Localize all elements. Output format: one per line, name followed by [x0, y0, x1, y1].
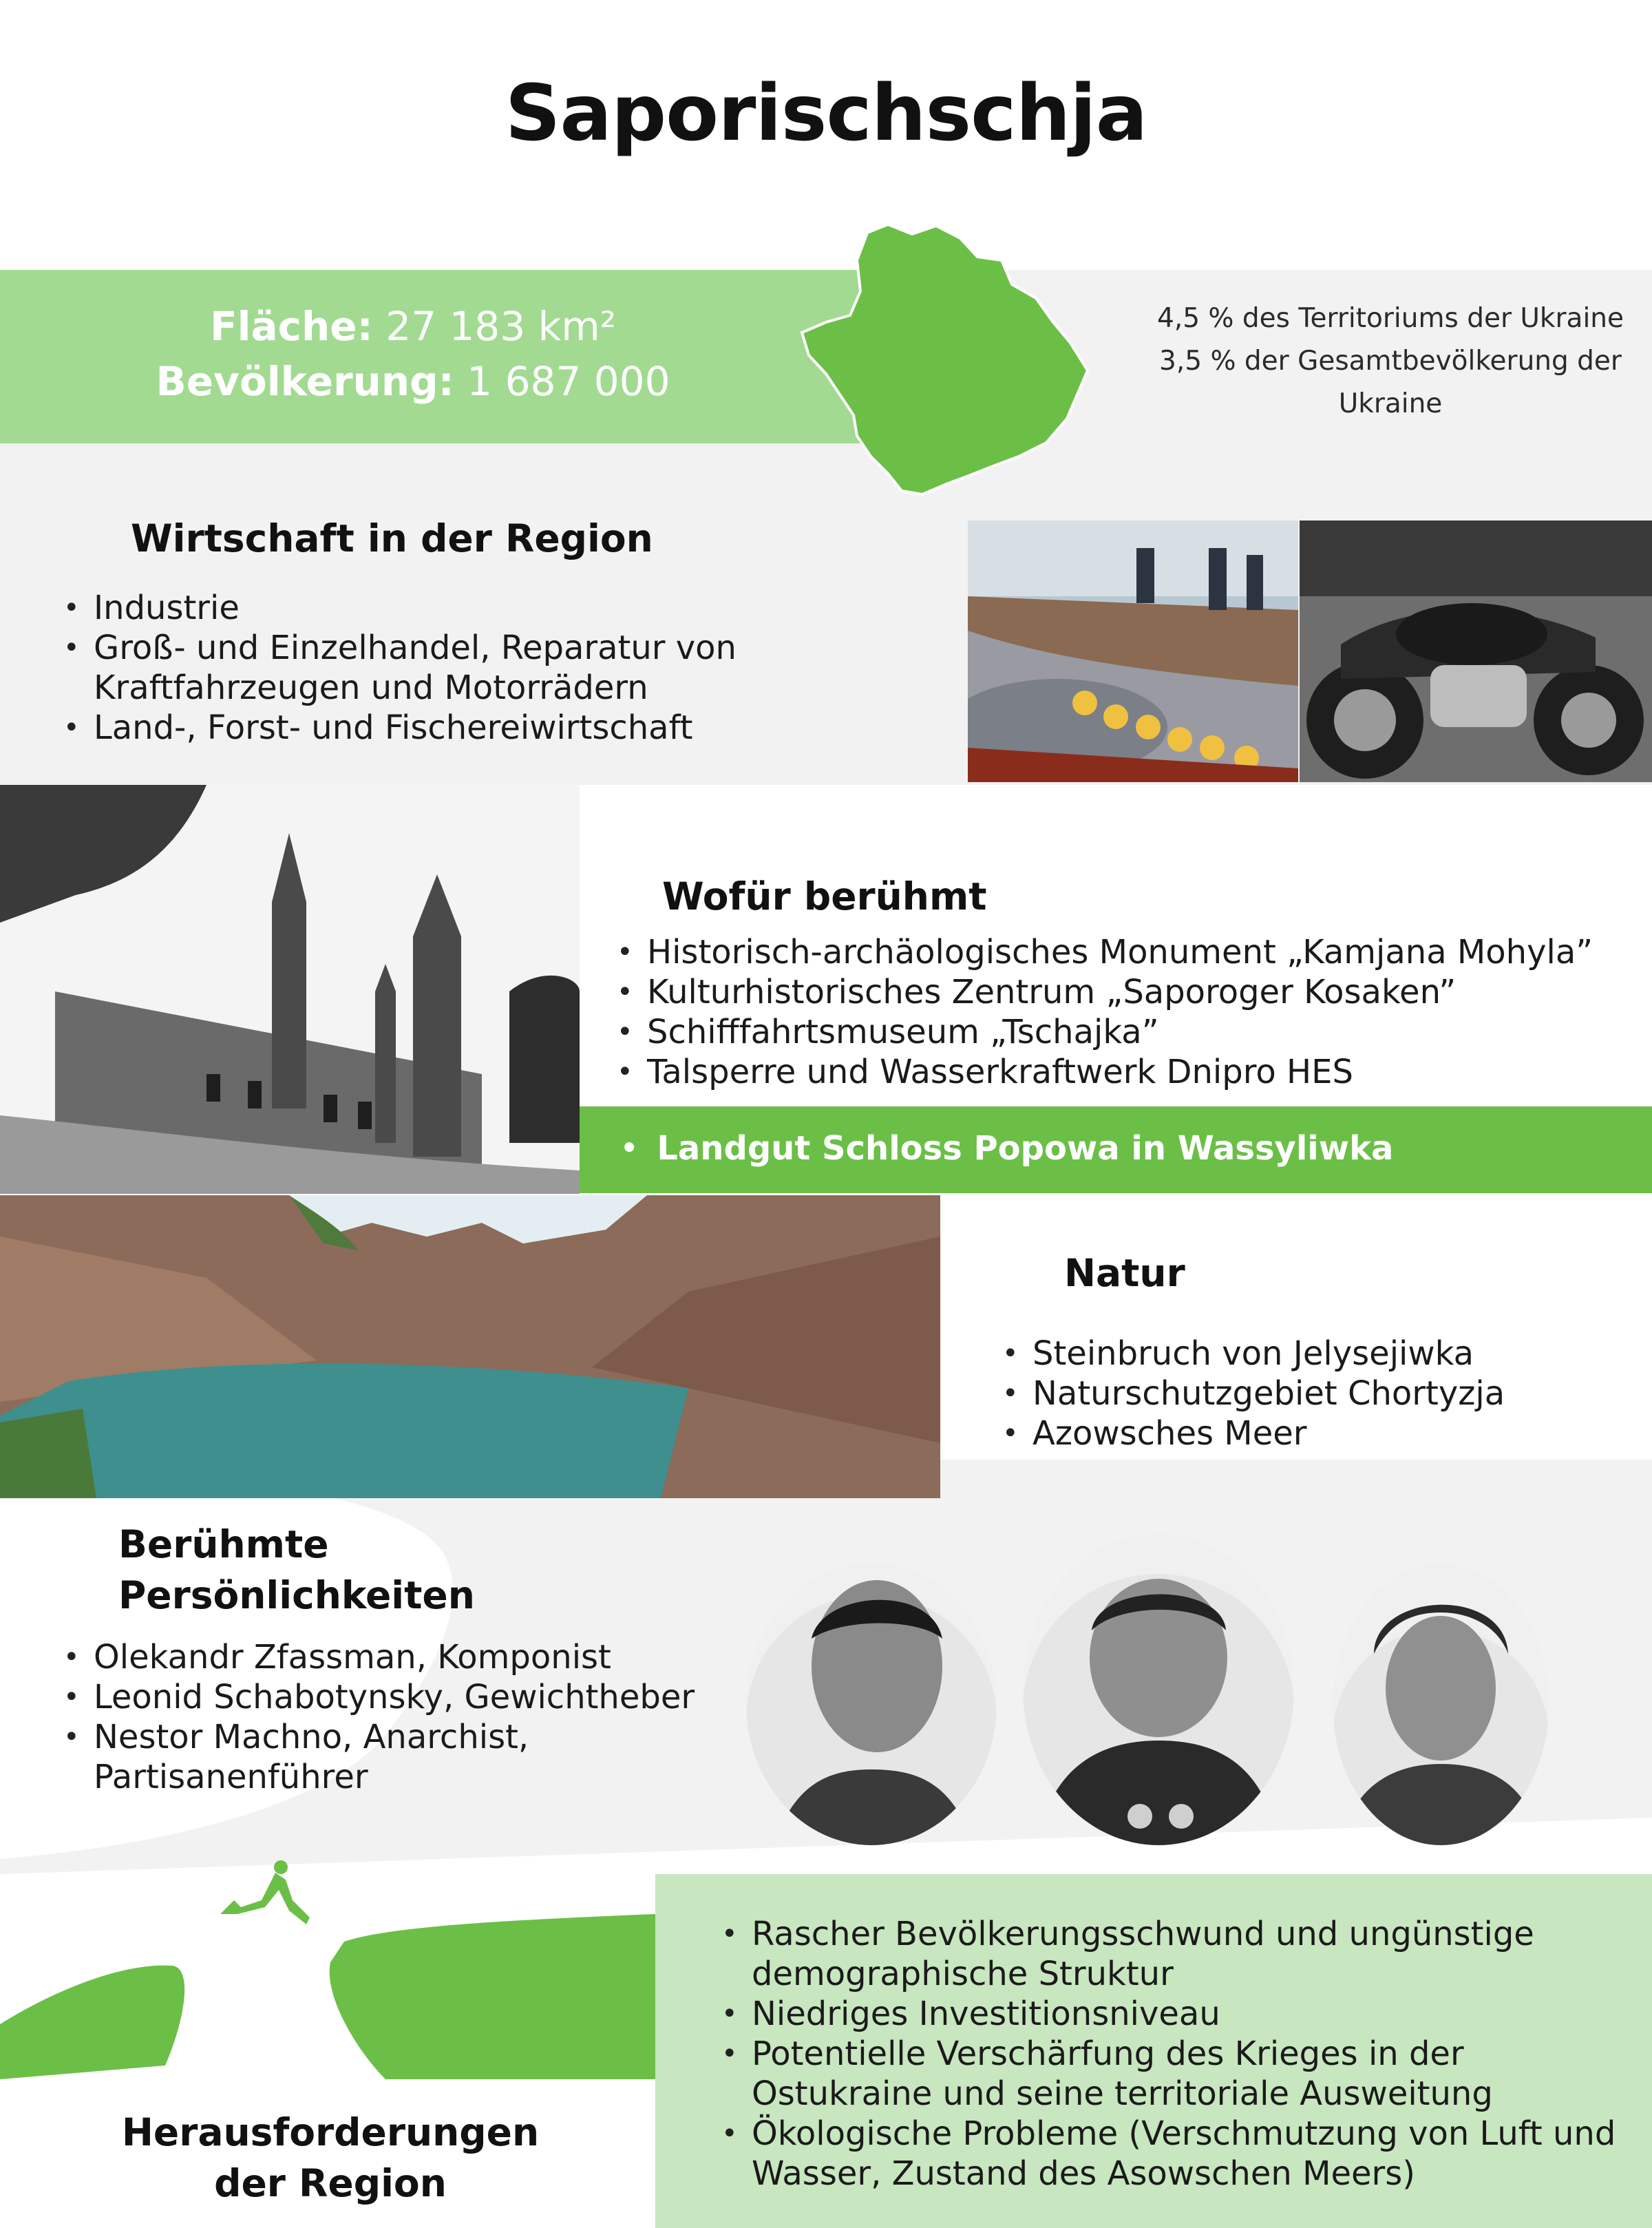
- motorcycle-photo: [1300, 521, 1652, 782]
- list-item: • Schifffahrtsmuseum „Tschajka”: [617, 1012, 1635, 1052]
- list-item: • Olekandr Zfassman, Komponist: [63, 1637, 724, 1677]
- population-stat: [0, 358, 826, 405]
- share-text: [1143, 297, 1638, 425]
- economy-list: [63, 588, 752, 748]
- portrait-schabotynsky: [1023, 1534, 1294, 1845]
- fishing-photo: [968, 521, 1298, 782]
- page-title: Saporischschja: [505, 69, 1147, 158]
- portrait-zfassman: [746, 1563, 997, 1845]
- nature-list: [1002, 1334, 1622, 1453]
- challenges-list: [721, 1914, 1616, 2194]
- list-item: • Naturschutzgebiet Chortyzja: [1002, 1374, 1622, 1413]
- economy-title: Wirtschaft in der Region: [131, 516, 653, 560]
- area-stat: [0, 303, 826, 350]
- list-item: • Talsperre und Wasserkraftwerk Dnipro HES: [617, 1052, 1635, 1092]
- list-item: • Ökologische Probleme (Verschmutzung von Luft und Wasser, Zustand des Asowschen Meers): [721, 2114, 1616, 2194]
- list-item: • Niedriges Investitionsniveau: [721, 1994, 1616, 2034]
- list-item: • Groß- und Einzelhandel, Reparatur von Kraftfahrzeugen und Motorrädern: [63, 628, 752, 708]
- population-value: 1 687 000: [467, 358, 670, 405]
- list-item: • Azowsches Meer: [1002, 1413, 1622, 1453]
- highlight-item: • Landgut Schloss Popowa in Wassyliwka: [620, 1129, 1393, 1168]
- region-map-icon: [798, 219, 1156, 508]
- right-cliff: [330, 1914, 655, 2079]
- area-label: Fläche:: [210, 303, 373, 350]
- challenges-title-line-2: der Region: [214, 2161, 447, 2205]
- persons-title-line-2: Persönlichkeiten: [118, 1573, 475, 1617]
- list-item: • Historisch-archäologisches Monument „Kamjana Mohyla”: [617, 932, 1635, 972]
- leap-illustration: [0, 1859, 661, 2079]
- stats-band: [0, 270, 867, 443]
- list-item: • Nestor Machno, Anarchist, Partisanenführer: [63, 1717, 724, 1797]
- share-line-1: 4,5 % des Territoriums der Ukraine: [1157, 303, 1624, 334]
- jumping-person-icon: [220, 1860, 310, 1924]
- famous-title: Wofür berühmt: [662, 874, 987, 918]
- list-item: • Leonid Schabotynsky, Gewichtheber: [63, 1677, 724, 1717]
- list-item: • Land-, Forst- und Fischereiwirtschaft: [63, 708, 752, 748]
- famous-list: [617, 932, 1635, 1092]
- persons-list: [63, 1637, 724, 1797]
- persons-title: [118, 1519, 475, 1621]
- left-cliff: [0, 1966, 184, 2079]
- list-item: • Steinbruch von Jelysejiwka: [1002, 1334, 1622, 1374]
- list-item: • Potentielle Verschärfung des Krieges in der Ostukraine und seine territoriale Ausweitung: [721, 2034, 1616, 2114]
- population-label: Bevölkerung:: [156, 358, 454, 405]
- quarry-photo: [0, 1195, 940, 1498]
- list-item: • Kulturhistorisches Zentrum „Saporoger Kosaken”: [617, 972, 1635, 1012]
- castle-photo: [0, 785, 580, 1194]
- nature-title: Natur: [1064, 1251, 1185, 1295]
- list-item: • Rascher Bevölkerungsschwund und ungünstige demographische Struktur: [721, 1914, 1616, 1994]
- persons-title-line-1: Berühmte: [118, 1522, 329, 1566]
- area-value: 27 183 km²: [385, 303, 616, 350]
- challenges-title: [117, 2107, 544, 2209]
- list-item: • Industrie: [63, 588, 752, 628]
- challenges-title-line-1: Herausforderungen: [121, 2110, 540, 2154]
- share-line-2: 3,5 % der Gesamtbevölkerung der Ukraine: [1159, 346, 1622, 419]
- portrait-machno: [1333, 1564, 1549, 1845]
